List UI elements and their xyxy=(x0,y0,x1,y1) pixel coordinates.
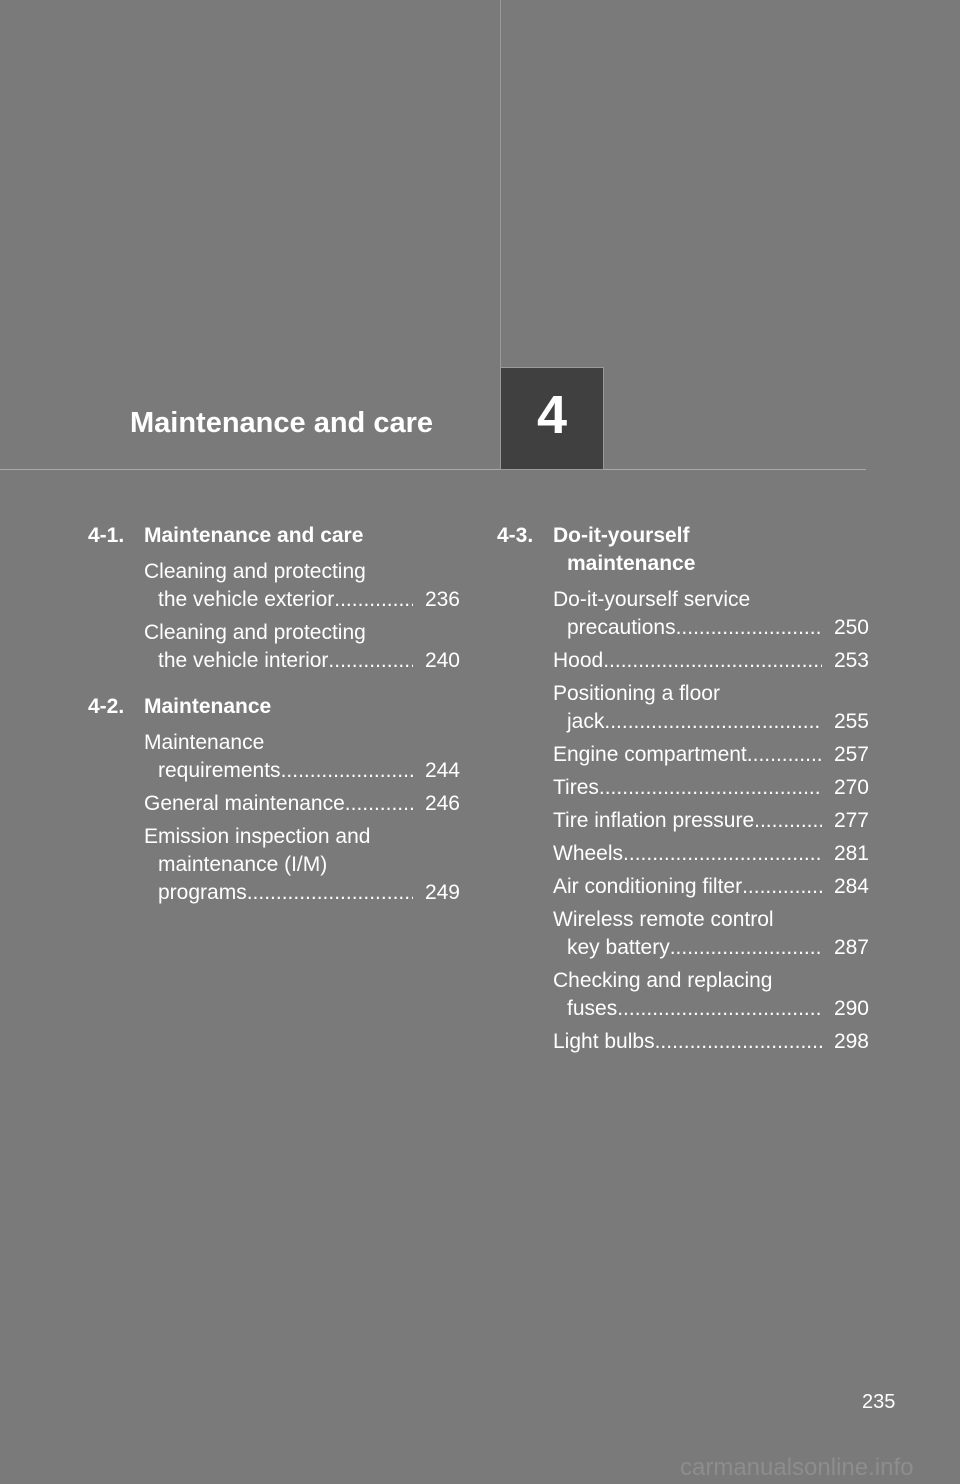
dot-leader xyxy=(334,586,413,614)
entry-text: precautions xyxy=(567,616,676,639)
toc-entry[interactable] xyxy=(144,619,460,675)
section-title-line: Do-it-yourself xyxy=(553,524,690,547)
entry-page-number: 240 xyxy=(424,649,460,672)
entry-last-line xyxy=(144,757,460,785)
entry-last-line xyxy=(553,807,869,835)
dot-leader xyxy=(599,774,822,802)
section-number: 4-2. xyxy=(88,695,125,718)
toc-section xyxy=(88,522,460,675)
section-number: 4-3. xyxy=(497,524,534,547)
entry-text-line: maintenance (I/M) xyxy=(158,853,328,876)
toc-entry[interactable] xyxy=(553,680,869,736)
dot-leader xyxy=(655,1028,822,1056)
entry-last-line xyxy=(553,741,869,769)
entry-page-number: 284 xyxy=(833,875,869,898)
entry-page-number: 298 xyxy=(833,1030,869,1053)
entry-page-number: 281 xyxy=(833,842,869,865)
section-title-line: Maintenance xyxy=(144,695,272,718)
dot-leader xyxy=(281,757,413,785)
entry-text: Tires xyxy=(553,776,599,799)
entry-text-line: Do-it-yourself service xyxy=(553,588,751,611)
toc-entry[interactable] xyxy=(144,729,460,785)
toc-entry[interactable] xyxy=(553,967,869,1023)
entry-text: Air conditioning filter xyxy=(553,875,743,898)
chapter-number: 4 xyxy=(536,384,568,445)
dot-leader xyxy=(747,741,822,769)
dot-leader xyxy=(676,614,822,642)
entry-text-line: Maintenance xyxy=(144,731,265,754)
entry-last-line xyxy=(553,873,869,901)
section-heading xyxy=(88,522,460,550)
entry-text-line: Emission inspection and xyxy=(144,825,371,848)
entry-text: Tire inflation pressure xyxy=(553,809,755,832)
toc-entry[interactable] xyxy=(553,873,869,901)
toc-entry[interactable] xyxy=(144,790,460,818)
entry-page-number: 246 xyxy=(424,792,460,815)
entry-text: the vehicle interior xyxy=(158,649,329,672)
entry-text: General maintenance xyxy=(144,792,345,815)
entry-text: jack xyxy=(567,710,605,733)
entry-page-number: 255 xyxy=(833,710,869,733)
toc-entry[interactable] xyxy=(144,823,460,907)
entry-page-number: 287 xyxy=(833,936,869,959)
section-title xyxy=(144,693,460,721)
section-title-line: maintenance xyxy=(567,552,696,575)
toc-entry[interactable] xyxy=(553,774,869,802)
toc-section xyxy=(497,522,869,1056)
dot-leader xyxy=(345,790,413,818)
entry-text: key battery xyxy=(567,936,670,959)
chapter-number-box xyxy=(500,367,604,470)
entry-text: fuses xyxy=(567,997,618,1020)
header-rule xyxy=(0,469,866,470)
entry-text: programs xyxy=(158,881,247,904)
entry-last-line xyxy=(553,647,869,675)
dot-leader xyxy=(623,840,822,868)
section-heading xyxy=(497,522,869,578)
section-title xyxy=(144,522,460,550)
toc-entry[interactable] xyxy=(144,558,460,614)
dot-leader xyxy=(670,934,822,962)
entry-last-line xyxy=(553,614,869,642)
entry-text: Wheels xyxy=(553,842,624,865)
entry-page-number: 277 xyxy=(833,809,869,832)
section-title xyxy=(553,522,869,578)
section-title-line: Maintenance and care xyxy=(144,524,364,547)
dot-leader xyxy=(742,873,822,901)
entry-text: requirements xyxy=(158,759,281,782)
toc-column-left xyxy=(88,522,460,925)
entry-last-line xyxy=(144,790,460,818)
entry-page-number: 290 xyxy=(833,997,869,1020)
dot-leader xyxy=(603,647,822,675)
toc-column-right xyxy=(497,522,869,1074)
toc-entry[interactable] xyxy=(553,1028,869,1056)
entry-page-number: 253 xyxy=(833,649,869,672)
dot-leader xyxy=(604,708,822,736)
toc-entry[interactable] xyxy=(553,586,869,642)
toc-entry[interactable] xyxy=(553,647,869,675)
entry-last-line xyxy=(553,708,869,736)
entry-last-line xyxy=(144,586,460,614)
entry-page-number: 249 xyxy=(424,881,460,904)
entry-page-number: 244 xyxy=(424,759,460,782)
dot-leader xyxy=(617,995,822,1023)
entry-last-line xyxy=(553,840,869,868)
toc-entry[interactable] xyxy=(553,807,869,835)
entry-text: Engine compartment xyxy=(553,743,747,766)
toc-section xyxy=(88,693,460,907)
entry-last-line xyxy=(553,995,869,1023)
entry-page-number: 250 xyxy=(833,616,869,639)
entry-last-line xyxy=(553,934,869,962)
entry-text-line: Positioning a floor xyxy=(553,682,720,705)
toc-entry[interactable] xyxy=(553,840,869,868)
chapter-title: Maintenance and care xyxy=(130,407,433,439)
dot-leader xyxy=(247,879,413,907)
entry-text: Hood xyxy=(553,649,604,672)
dot-leader xyxy=(754,807,822,835)
entry-page-number: 270 xyxy=(833,776,869,799)
entry-page-number: 257 xyxy=(833,743,869,766)
entry-text-line: Wireless remote control xyxy=(553,908,774,931)
toc-entry[interactable] xyxy=(553,906,869,962)
entry-last-line xyxy=(144,879,460,907)
toc-entry[interactable] xyxy=(553,741,869,769)
entry-last-line xyxy=(553,1028,869,1056)
entry-last-line xyxy=(144,647,460,675)
entry-last-line xyxy=(553,774,869,802)
entry-page-number: 236 xyxy=(424,588,460,611)
entry-text: the vehicle exterior xyxy=(158,588,335,611)
section-heading xyxy=(88,693,460,721)
page-number: 235 xyxy=(862,1391,896,1413)
dot-leader xyxy=(328,647,413,675)
entry-text-line: Checking and replacing xyxy=(553,969,773,992)
entry-text: Light bulbs xyxy=(553,1030,655,1053)
watermark: carmanualsonline.info xyxy=(680,1454,914,1481)
section-number: 4-1. xyxy=(88,524,125,547)
entry-text-line: Cleaning and protecting xyxy=(144,621,366,644)
entry-text-line: Cleaning and protecting xyxy=(144,560,366,583)
